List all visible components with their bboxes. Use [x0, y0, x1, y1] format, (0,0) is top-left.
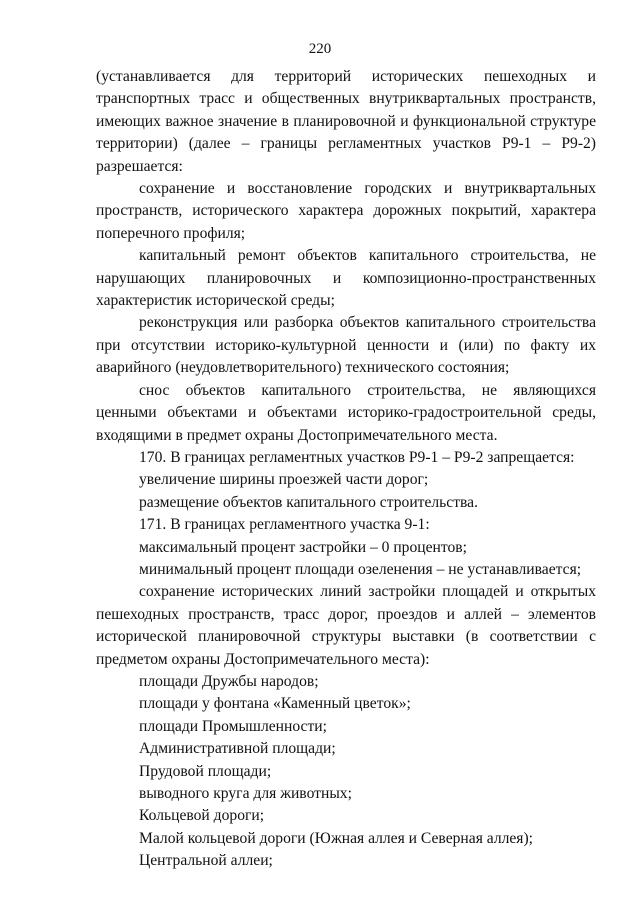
- paragraph: размещение объектов капитального строительства.: [139, 493, 479, 511]
- list-item: выводного круга для животных;: [139, 785, 352, 802]
- list-item: Малой кольцевой дороги (Южная аллея и Северная аллея);: [139, 829, 534, 847]
- paragraph: снос объектов капитального строительства, не являющихся ценными объектами и объектами историко-градостроительной среды, входящими в предмет охраны Достопримечательного места.: [96, 381, 596, 444]
- paragraph: сохранение и восстановление городских и внутриквартальных пространств, исторического характера дорожных покрытий, характера поперечного профиля;: [96, 180, 596, 242]
- paragraph-permitted-intro: (устанавливается для территорий исторических пешеходных и транспортных трасс и общественных внутриквартальных пространств, имеющих важное значение в планировочной и функциональной структуре территории) (далее – границы регламентных участков Р9-1 – Р9-2) разрешается:: [96, 68, 596, 175]
- list-item: Прудовой площади;: [139, 762, 272, 780]
- list-item: Кольцевой дороги;: [139, 807, 265, 825]
- list-item: площади Дружбы народов;: [139, 672, 319, 690]
- paragraph: капитальный ремонт объектов капитального строительства, не нарушающих планировочных и композиционно-пространственных характеристик исторической среды;: [96, 247, 596, 310]
- list-item: Административной площади;: [139, 740, 336, 758]
- document-body: [96, 66, 596, 873]
- section-170-heading: 170. В границах регламентных участков Р9-1 – Р9-2 запрещается:: [139, 448, 575, 466]
- paragraph: сохранение исторических линий застройки площадей и открытых пешеходных пространств, трасс дорог, проездов и аллей – элементов исторической планировочной структуры выставки (в соответствии с предметом охраны Достопримечательного места):: [96, 583, 596, 668]
- paragraph: максимальный процент застройки – 0 процентов;: [139, 538, 467, 556]
- list-item: Центральной аллеи;: [139, 852, 273, 870]
- list-item: площади у фонтана «Каменный цветок»;: [139, 695, 411, 713]
- preserved-elements-list: [96, 671, 596, 873]
- paragraph: увеличение ширины проезжей части дорог;: [139, 471, 429, 489]
- paragraph: реконструкция или разборка объектов капитального строительства при отсутствии историко-культурной ценности и (или) по факту их аварийного (неудовлетворительного) технического состояния;: [96, 314, 596, 377]
- page-number: 220: [308, 41, 332, 57]
- paragraph: минимальный процент площади озеленения – не устанавливается;: [139, 560, 582, 578]
- section-171-heading: 171. В границах регламентного участка 9-1:: [139, 516, 430, 534]
- list-item: площади Промышленности;: [139, 717, 327, 735]
